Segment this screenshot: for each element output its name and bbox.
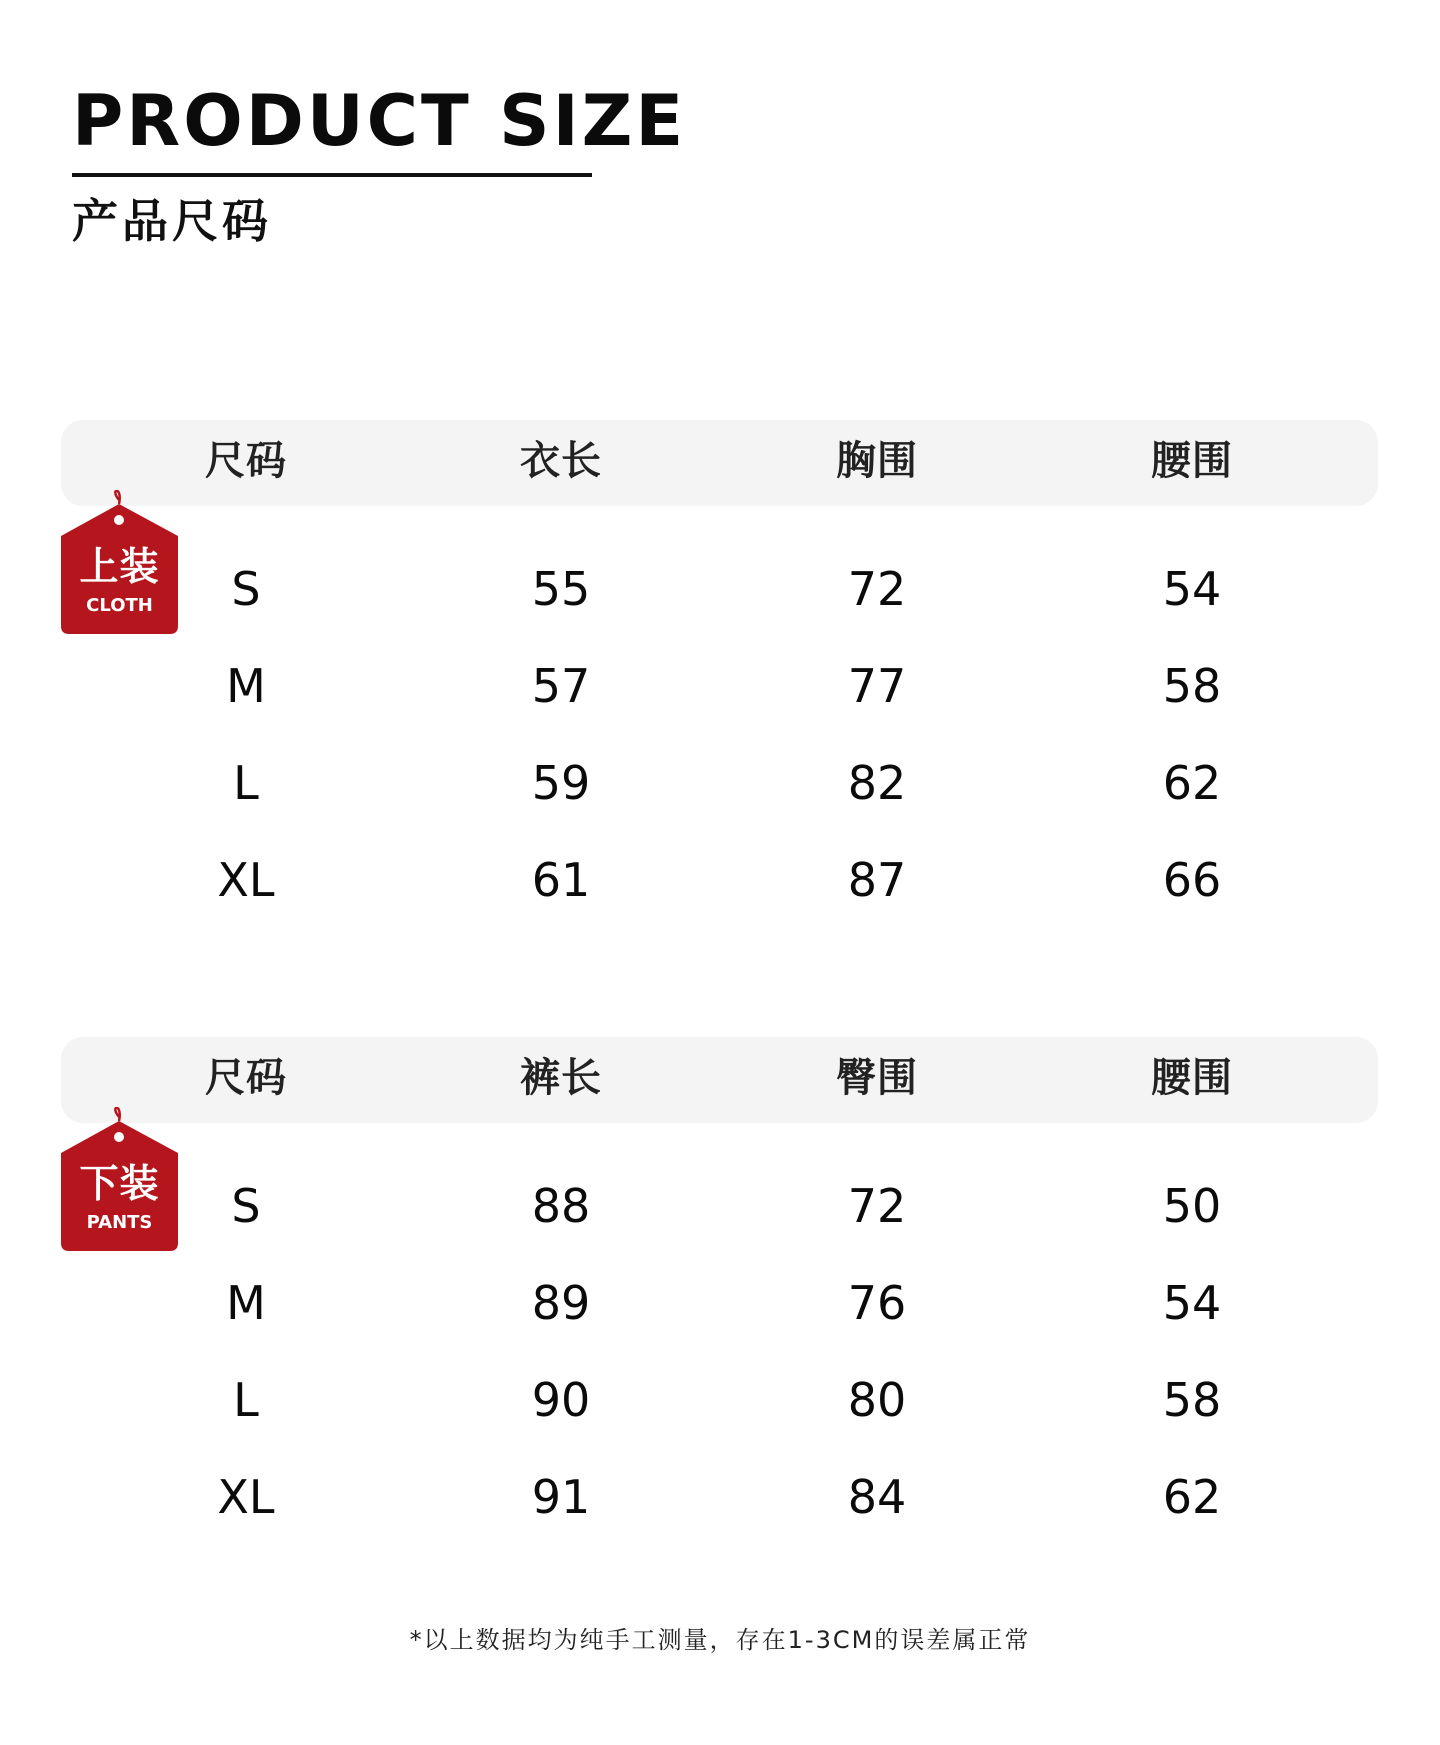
length-cell: 91	[531, 1470, 591, 1524]
waist-cell: 50	[1162, 1179, 1222, 1233]
chest-cell: 72	[847, 562, 907, 616]
waist-cell: 58	[1162, 659, 1222, 713]
waist-cell: 58	[1162, 1373, 1222, 1427]
length-cell: 89	[531, 1276, 591, 1330]
waist-cell: 62	[1162, 756, 1222, 810]
cloth-tag-label-en: CLOTH	[86, 595, 153, 616]
page-title-en: PRODUCT SIZE	[72, 80, 687, 162]
size-cell: XL	[217, 853, 275, 907]
length-cell: 88	[531, 1179, 591, 1233]
cloth-tag-label-cn: 上装	[79, 545, 160, 590]
header-hip: 臀围	[836, 1055, 918, 1101]
length-cell: 90	[531, 1373, 591, 1427]
length-cell: 55	[531, 562, 591, 616]
cloth-tag	[61, 490, 178, 634]
page-title-cn: 产品尺码	[72, 194, 272, 248]
size-cell: L	[233, 756, 259, 810]
header-waist: 腰围	[1151, 438, 1233, 484]
pants-tag-label-cn: 下装	[79, 1162, 160, 1207]
header-length: 衣长	[520, 438, 602, 484]
waist-cell: 66	[1162, 853, 1222, 907]
size-cell: S	[231, 562, 261, 616]
length-cell: 61	[531, 853, 591, 907]
pants-size-table	[0, 1037, 1440, 1537]
hip-cell: 80	[847, 1373, 907, 1427]
chest-cell: 82	[847, 756, 907, 810]
hip-cell: 72	[847, 1179, 907, 1233]
size-cell: L	[233, 1373, 259, 1427]
waist-cell: 54	[1162, 1276, 1222, 1330]
length-cell: 57	[531, 659, 591, 713]
length-cell: 59	[531, 756, 591, 810]
waist-cell: 62	[1162, 1470, 1222, 1524]
size-cell: M	[226, 659, 266, 713]
size-cell: XL	[217, 1470, 275, 1524]
pants-tag	[61, 1107, 178, 1251]
header-chest: 胸围	[836, 438, 918, 484]
cloth-size-table	[0, 420, 1440, 920]
pants-tag-label-en: PANTS	[86, 1212, 153, 1233]
chest-cell: 87	[847, 853, 907, 907]
size-cell: M	[226, 1276, 266, 1330]
header-waist: 腰围	[1151, 1055, 1233, 1101]
hip-cell: 84	[847, 1470, 907, 1524]
size-cell: S	[231, 1179, 261, 1233]
header-size: 尺码	[205, 438, 287, 484]
header-length: 裤长	[520, 1055, 602, 1101]
header-size: 尺码	[205, 1055, 287, 1101]
chest-cell: 77	[847, 659, 907, 713]
hip-cell: 76	[847, 1276, 907, 1330]
measurement-footnote: *以上数据均为纯手工测量，存在1-3CM的误差属正常	[409, 1626, 1031, 1654]
title-underline	[72, 173, 592, 177]
waist-cell: 54	[1162, 562, 1222, 616]
